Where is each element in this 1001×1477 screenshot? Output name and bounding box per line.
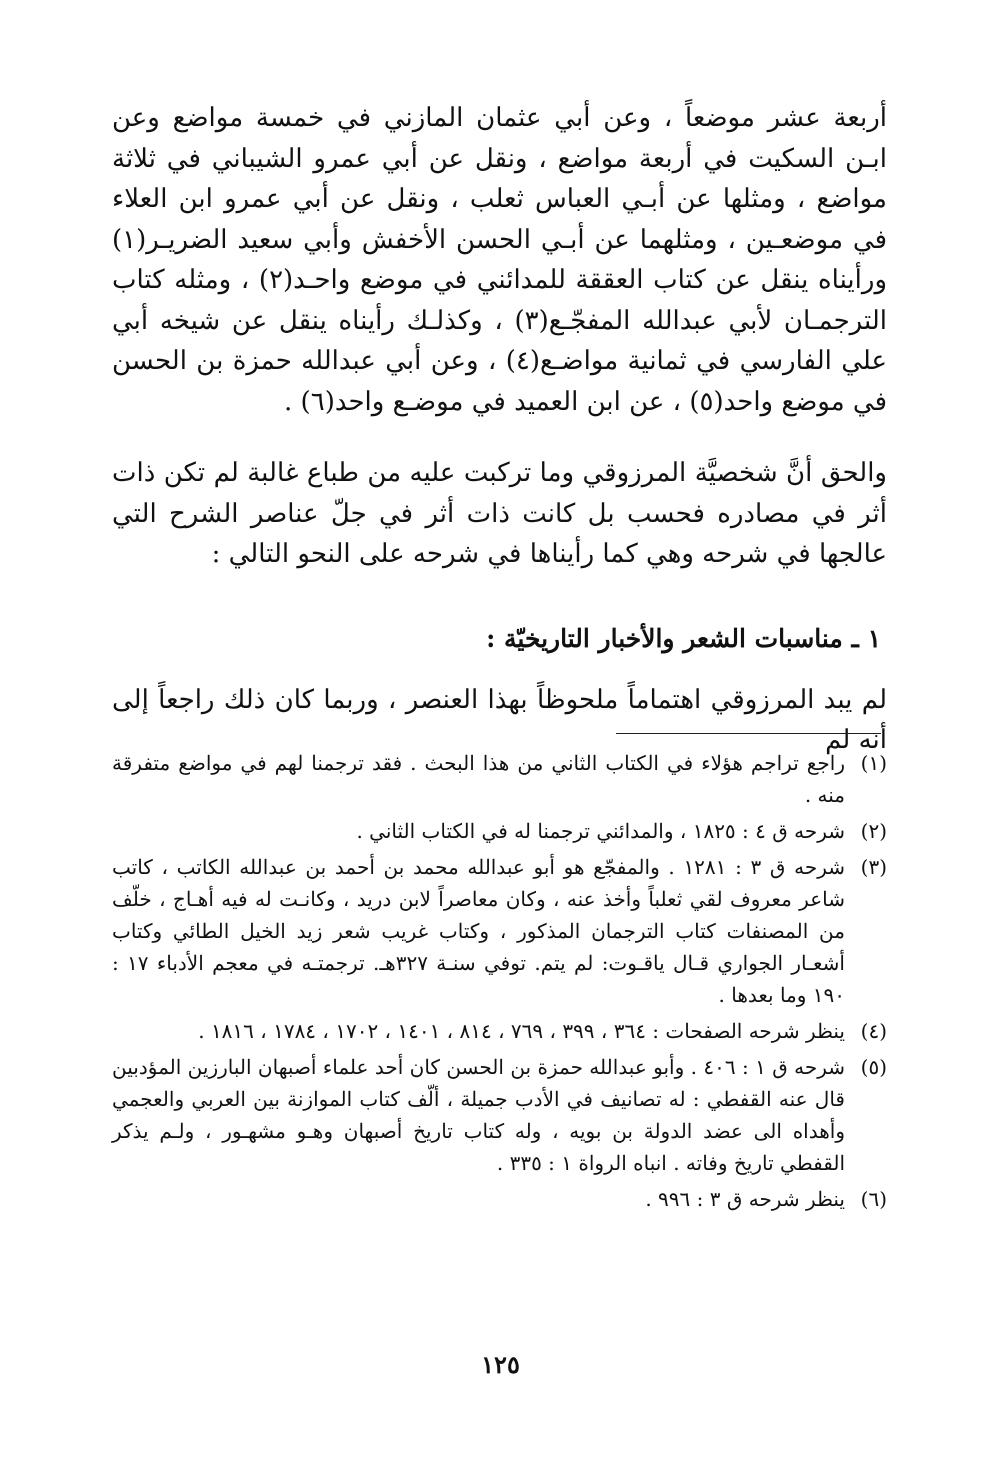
footnotes — [112, 747, 887, 1219]
footnote-text: ينظر شرحه الصفحات : ٣٦٤ ، ٣٩٩ ، ٧٦٩ ، ٨١٤ ، ١٤٠١ ، ١٧٠٢ ، ١٧٨٤ ، ١٨١٦ . — [198, 1019, 845, 1043]
footnote-1 — [112, 747, 887, 811]
footnote-text: شرحه ق ١ : ٤٠٦ . وأبو عبدالله حمزة بن الحسن كان أحد علماء أصبهان البارزين المؤدبين قال عنه القفطي : له تصانيف في الأدب جميلة ، ألّف كتاب الموازنة بين العربي والعجمي وأهداه الى عضد الدولة بن بويه ، وله كتاب تاريخ أصبهان وهـو مشهـور ، ولـم يذكر القفطي تاريخ وفاته . انباه الرواة ١ : ٣٣٥ . — [112, 1055, 846, 1175]
section-heading: ١ ـ مناسبات الشعر والأخبار التاريخيّة : — [486, 624, 881, 653]
body-paragraph-3: لم يبد المرزوقي اهتماماً ملحوظاً بهذا العنصر ، وربما كان ذلك راجعاً إلى أنه لم — [112, 685, 887, 755]
body-paragraph-1: أربعة عشر موضعاً ، وعن أبي عثمان المازني في خمسة مواضع وعن ابـن السكيت في أربعة مواضع ، ونقل عن أبي عمرو الشيباني في ثلاثة مواضع ، ومثلها عن أبـي العباس ثعلب ، ونقل عن أبي عمرو ابن العلاء في موضعـين ، ومثلهما عن أبـي الحسن الأخفش وأبي سعيد الضريـر(١) ورأيناه ينقل عن كتاب العققة للمدائني في موضع واحـد(٢) ، ومثله كتاب الترجمـان لأبي عبدالله المفجّـع(٣) ، وكذلـك رأيناه ينقل عن شيخه أبي علي الفارسي في ثمانية مواضـع(٤) ، وعن أبي عبدالله حمزة بن الحسن في موضع واحد(٥) ، عن ابن العميد في موضـع واحد(٦) . — [112, 103, 888, 417]
footnote-6 — [112, 1183, 887, 1215]
footnote-divider — [616, 733, 881, 734]
footnote-number: (٤) — [860, 1019, 887, 1043]
footnote-text: راجع تراجم هؤلاء في الكتاب الثاني من هذا البحث . فقد ترجمنا لهم في مواضع متفرقة منه . — [112, 751, 845, 807]
footnote-number: (٥) — [860, 1055, 887, 1079]
footnote-number: (٣) — [860, 855, 887, 879]
footnote-number: (٦) — [860, 1187, 887, 1211]
footnote-2 — [112, 815, 887, 847]
footnote-text: شرحه ق ٤ : ١٨٢٥ ، والمدائني ترجمنا له في الكتاب الثاني . — [356, 819, 845, 843]
footnote-4 — [112, 1015, 887, 1047]
footnote-text: شرحه ق ٣ : ١٢٨١ . والمفجّع هو أبو عبدالله محمد بن أحمد بن عبدالله الكاتب ، كاتب شاعر معروف لقي ثعلباً وأخذ عنه ، وكان معاصراً لابن دريد ، وكانـت له فيه أهـاج ، خلّف من المصنفات كتاب الترجمان المذكور ، وكتاب غريب شعر زيد الخيل الطائي وكتاب أشعـار الجواري قـال ياقـوت: لم يتم. توفي سنـة ٣٢٧هـ. ترجمتـه في معجم الأدباء ١٧ : ١٩٠ وما بعدها . — [112, 855, 845, 1007]
page-number: ١٢٥ — [481, 1350, 520, 1379]
footnote-5 — [112, 1051, 887, 1179]
body-paragraph-2: والحق أنَّ شخصيَّة المرزوقي وما تركبت عليه من طباع غالبة لم تكن ذات أثر في مصادره فحسب بل كانت ذات أثر في جلّ عناصر الشرح التي عالجها في شرحه وهي كما رأيناها في شرحه على النحو التالي : — [112, 458, 887, 569]
footnote-3 — [112, 851, 887, 1011]
footnote-number: (٢) — [860, 819, 887, 843]
footnote-text: ينظر شرحه ق ٣ : ٩٩٦ . — [645, 1187, 845, 1211]
footnote-number: (١) — [860, 751, 887, 775]
